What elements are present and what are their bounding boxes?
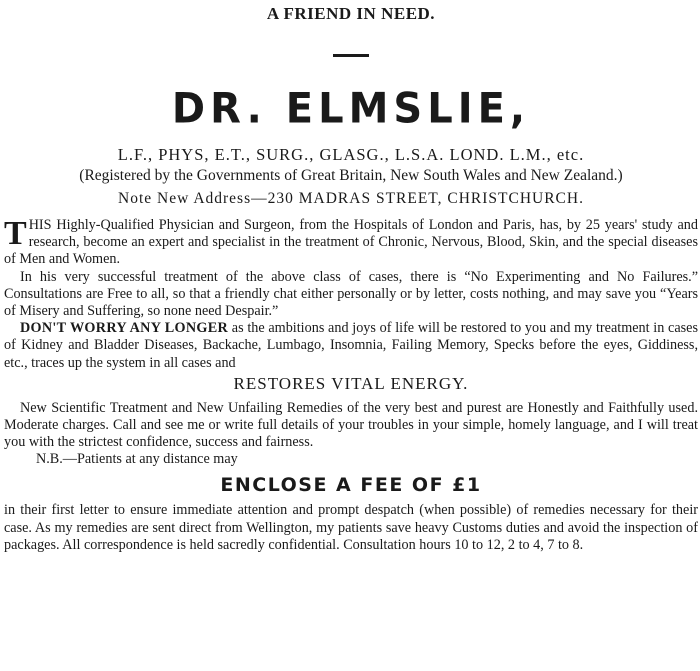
dont-worry-lead-in: DON'T WORRY ANY LONGER — [20, 320, 229, 337]
divider-rule — [333, 54, 369, 57]
drop-cap: T — [4, 215, 27, 252]
doctor-name: DR. ELMSLIE, — [171, 84, 531, 134]
ad-headline: A FRIEND IN NEED. — [266, 4, 436, 23]
first-letter-paragraph: in their first letter to ensure immediate attention and prompt despatch (when possible) of remedies necessary for their case. As my remedies are sent direct from Wellington, my patients save heavy Customs duties and avoid the inspection of packages. All correspondence is held sacredly confidential. Consultation hours 10 to 12, 2 to 4, 7 to 8. — [4, 502, 698, 553]
dont-worry-text: as the ambitions and joys of life will be restored to you and my treatment in cases of Kidney and Bladder Diseases, Backache, Lumbago, Insomnia, Failing Memory, Specks before the eyes, Giddiness, etc., traces up the system in all cases and — [4, 320, 698, 371]
fee-heading: ENCLOSE A FEE OF £1 — [220, 474, 482, 497]
dont-worry-paragraph — [4, 320, 698, 372]
intro-paragraph-text: HIS Highly-Qualified Physician and Surgeon, from the Hospitals of London and Paris, has, by 25 years' study and research, become an expert and specialist in the treatment of Chronic, Nervous, Blood, Skin, and the special diseases of Men and Women. — [4, 217, 698, 268]
no-experimenting-paragraph: In his very successful treatment of the above class of cases, there is “No Experimenting and No Failures.” Consultations are Free to all, so that a friendly chat either personally or by letter, costs nothing, and may save you “Years of Misery and Suffering, so none need Despair.” — [4, 268, 698, 320]
address-line: Note New Address—230 MADRAS STREET, CHRISTCHURCH. — [118, 190, 584, 207]
nb-line: N.B.—Patients at any distance may — [36, 451, 238, 468]
doctor-qualifications: L.F., PHYS, E.T., SURG., GLASG., L.S.A. LOND. L.M., etc. — [117, 145, 585, 164]
intro-paragraph — [4, 217, 698, 269]
registration-note: (Registered by the Governments of Great Britain, New South Wales and New Zealand.) — [79, 167, 623, 184]
vital-energy-subhead: RESTORES VITAL ENERGY. — [233, 373, 469, 393]
treatment-paragraph: New Scientific Treatment and New Unfailing Remedies of the very best and purest are Honestly and Faithfully used. Moderate charges. Call and see me or write full details of your troubles in your simple, homely language, and I will treat you with the strictest confidence, success and fairness. — [4, 399, 698, 451]
